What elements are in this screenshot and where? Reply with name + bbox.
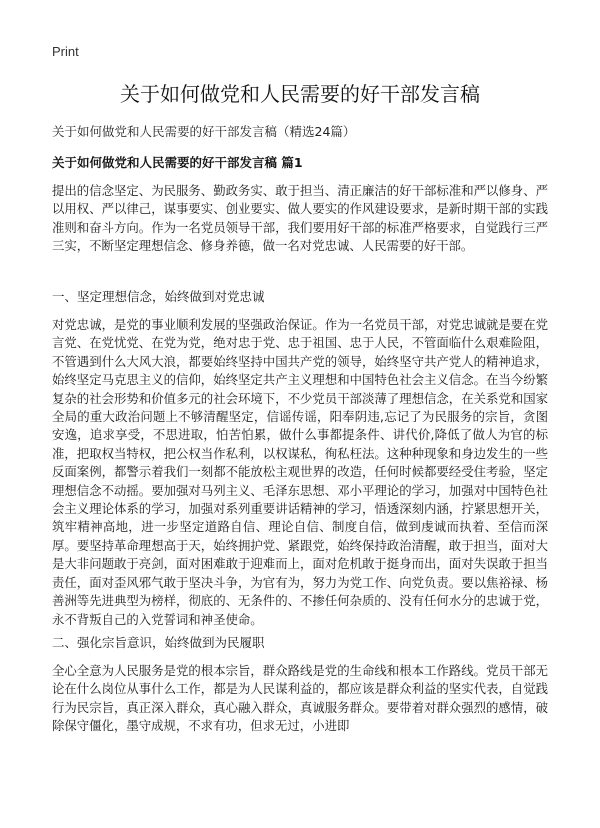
print-link[interactable]: Print: [52, 44, 79, 59]
page-title: 关于如何做党和人民需要的好干部发言稿: [120, 82, 480, 106]
body-paragraph-1: 对党忠诚，是党的事业顺利发展的坚强政治保证。作为一名党员干部，对党忠诚就是要在党言党、在党忧党、在党为党，绝对忠于党、忠于祖国、忠于人民，不管面临什么艰难险阻，不管遇到什么大风大浪，都要始终坚持中国共产党的领导，始终坚守共产党人的精神追求，始终坚定马克思主义的信仰，始终坚定共产主义理想和中国特色社会主义信念。在当今纷繁复杂的社会形势和价值多元的社会环境下，不少党员干部淡薄了理想信念，在关系党和国家全局的重大政治问题上不够清醒坚定，信谣传谣，阳奉阴违,忘记了为民服务的宗旨，贪图安逸，追求享受，不思进取，怕苦怕累，做什么事都提条件、讲代价,降低了做人为官的标准，把取权当特权，把公权当作私利，以权谋私，徇私枉法。这种种现象和身边发生的一些反面案例，都警示着我们一刻都不能放松主观世界的改造，任何时候都要经受住考验，坚定理想信念不动摇。要加强对马列主义、毛泽东思想、邓小平理论的学习，加强对中国特色社会主义理论体系的学习，加强对系列重要讲话精神的学习，悟透深刻内涵，拧紧思想开关，筑牢精神高地，进一步坚定道路自信、理论自信、制度自信，做到虔诚而执着、至信而深厚。要坚持革命理想高于天，始终拥护党、紧跟党，始终保持政治清醒，敢于担当，面对大是大非问题敢于亮剑，面对困难敢于迎难而上，面对危机敢于挺身而出，面对失误敢于担当责任，面对歪风邪气敢于坚决斗争，为官有为，努力为党工作、向党负责。要以焦裕禄、杨善洲等先进典型为榜样，彻底的、无条件的、不掺任何杂质的、没有任何水分的忠诚于党，永不背叛自己的入党誓词和神圣使命。: [52, 317, 548, 627]
intro-paragraph: 提出的信念坚定、为民服务、勤政务实、敢于担当、清正廉洁的好干部标准和严以修身、严以用权、严以律己，谋事要实、创业要实、做人要实的作风建设要求，是新时期干部的实践准则和奋斗方向。作为一名党员领导干部，我们要用好干部的标准严格要求，自觉践行三严三实，不断坚定理想信念、修身养德，做一名对党忠诚、人民需要的好干部。: [52, 183, 548, 254]
section-title: 关于如何做党和人民需要的好干部发言稿 篇1: [52, 155, 303, 170]
subheading-1: 一、坚定理想信念，始终做到对党忠诚: [52, 289, 265, 304]
document-subtitle: 关于如何做党和人民需要的好干部发言稿（精选24篇）: [52, 124, 356, 139]
body-paragraph-2: 全心全意为人民服务是党的根本宗旨，群众路线是党的生命线和根本工作路线。党员干部无论在什么岗位从事什么工作，都是为人民谋利益的，都应该是群众利益的坚实代表，自觉践行为民宗旨，真正深入群众，真心融入群众，真诚服务群众。要带着对群众强烈的感情，破除保守僵化，墨守成规，不求有功，但求无过，小进即: [52, 663, 548, 734]
subheading-2: 二、强化宗旨意识，始终做到为民履职: [52, 635, 265, 650]
